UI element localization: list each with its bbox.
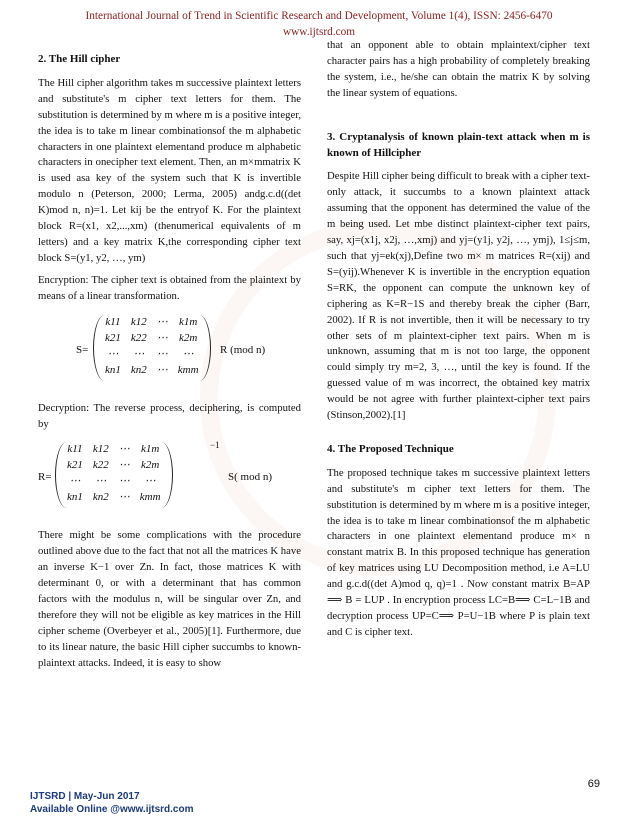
- matrix-entry: ⋯: [118, 443, 130, 456]
- matrix-entry: ⋯: [156, 363, 168, 376]
- section-heading-cryptanalysis: 3. Cryptanalysis of known plain-text attack when m is known of Hillcipher: [327, 130, 590, 159]
- matrix-entry: k21: [105, 331, 121, 344]
- matrix-entry: ⋯: [95, 475, 107, 488]
- matrix-entry: k12: [92, 443, 109, 456]
- matrix-row: [62, 442, 166, 458]
- section-heading-proposed: 4. The Proposed Technique: [327, 442, 454, 455]
- dec-suffix: S( mod n): [228, 471, 272, 484]
- paragraph-complications: There might be some complications with the procedure outlined above due to the fact that not all the matrices K have an inverse K−1 over Zn. In fact, those matrices K with determinant 0, or with a determinant that has common factors with the modulus n, will be singular over Zn, and therefore they will not be eligible as key matrices in the Hill cipher scheme (Overbeyer et al., 2005)[1]. Furthermore, due to its linear nature, the basic Hill cipher succumbs to known-plaintext attacks. Indeed, it is easy to show: [38, 529, 301, 669]
- section-heading-hill-cipher: 2. The Hill cipher: [38, 53, 121, 65]
- matrix-entry: k2m: [141, 459, 160, 472]
- right-column: [327, 38, 590, 647]
- matrix-row: [62, 474, 166, 490]
- journal-header: [0, 8, 638, 40]
- matrix-entry: ⋯: [144, 475, 156, 488]
- paragraph-proposed: The proposed technique takes m successive plaintext letters and substitute's m cipher text letters for them. The substitution is determined by m where m is a positive integer, the idea is to take m linear combinationsof the m alphabetic characters in one plaintext elementand produce m× n constant matrix B. In this proposed technique has generation of key matrices using LU Decomposition method, i.e A=LU and g.c.d((det A)mod q, q)=1 . Now constant matrix B=AP ⟹ B = LUP . In encryption process LC=B⟹ C=L−1B and decryption process UP=C⟹ P=U−1B where P is plain text and C is cipher text.: [327, 466, 590, 638]
- matrix-entry: k2m: [179, 331, 198, 344]
- paragraph-encryption: Encryption: The cipher text is obtained from the plaintext by means of a linear transformation.: [38, 273, 301, 302]
- matrix-entry: kn1: [67, 491, 83, 504]
- matrix-entry: ⋯: [118, 459, 130, 472]
- left-column: [38, 40, 301, 678]
- matrix-entry: k21: [67, 459, 83, 472]
- matrix-row: [100, 363, 204, 379]
- journal-title: International Journal of Trend in Scientific Research and Development, Volume 1(4), ISSN: 2456-6470: [85, 10, 553, 22]
- matrix-entry: k11: [105, 315, 121, 328]
- page-number: 69: [587, 778, 600, 790]
- matrix-entry: ⋯: [107, 347, 119, 360]
- matrix-entry: ⋯: [118, 475, 130, 488]
- paragraph-hill-intro: The Hill cipher algorithm takes m successive plaintext letters and substitute's m cipher text letters for them. The substitution is determined by m where m is a positive integer, the idea is to take m linear combinationsof the m alphabetic characters in one plaintext elementand produce m alphabetic characters in onecipher text element. Then, an m×mmatrix K is used asa key of the system such that K is invertible modulo n (Peterson, 2000; Lerma, 2005) andg.c.d((det K)mod n, n)=1. Let kij be the entryof K. For the plaintext block R=(x1, x2,...,xm) (thenumerical equivalents of m letters) and a key matrix K,the corresponding cipher text block S=(y1, y2, …, ym): [38, 76, 301, 264]
- matrix-row: [100, 331, 204, 347]
- matrix-entry: k12: [130, 315, 147, 328]
- enc-label: S=: [76, 343, 89, 356]
- matrix-entry: kn2: [92, 491, 109, 504]
- matrix-entry: ⋯: [118, 491, 130, 504]
- matrix-entry: kmm: [177, 363, 199, 376]
- matrix-row: [100, 347, 204, 363]
- key-matrix: [93, 315, 211, 381]
- footer-url: Available Online @www.ijtsrd.com: [30, 804, 194, 815]
- matrix-entry: ⋯: [69, 475, 81, 488]
- matrix-entry: ⋯: [156, 331, 168, 344]
- matrix-entry: ⋯: [133, 347, 145, 360]
- matrix-entry: kn1: [105, 363, 121, 376]
- enc-suffix: R (mod n): [220, 343, 266, 356]
- matrix-entry: ⋯: [182, 347, 194, 360]
- inverse-exponent: −1: [210, 440, 220, 451]
- footer-issue: IJTSRD | May-Jun 2017: [30, 791, 140, 802]
- matrix-entry: k1m: [141, 443, 160, 456]
- matrix-entry: k11: [67, 443, 83, 456]
- matrix-entry: ⋯: [156, 347, 168, 360]
- paragraph-continuation: that an opponent able to obtain mplaintext/cipher text character pairs has a high probability of completely breaking the system, i.e., he/she can obtain the matrix K by solving the linear system of equations.: [327, 39, 590, 99]
- matrix-entry: k22: [92, 459, 109, 472]
- encryption-equation: [38, 315, 301, 387]
- matrix-row: [62, 490, 166, 506]
- paragraph-cryptanalysis: Despite Hill cipher being difficult to break with a cipher text-only attack, it succumbs to a known plaintext attack assuming that the opponent has determined the value of the m being used. Let mbe distinct plaintext-cipher text pairs, say, xj=(x1j, x2j, …,xmj) and yj=(y1j, y2j, …, ymj), 1≤j≤m, such that yj=ek(xj),Define two m× m matrices R=(xij) and S=(yij).Whenever K is invertible in the encryption equation S=RK, the opponent can compute the unknown key of ciphering as K=R−1S and thereby break the cipher (Barr, 2002). If R is not invertible, then it will be necessary to try other sets of m plaintext-cipher text pairs. When m is unknown, assuming that m is not too large, the opponent could simply try m=2, 3, …, until the key is found. If the guessed value of m was incorrect, the obtained key matrix would be not agree with further plaintext-cipher text pairs (Stinson,2002).[1]: [327, 170, 590, 422]
- matrix-entry: kmm: [139, 491, 161, 504]
- matrix-entry: ⋯: [156, 315, 168, 328]
- matrix-row: [62, 458, 166, 474]
- dec-label: R=: [38, 471, 52, 484]
- matrix-row: [100, 315, 204, 331]
- journal-url: www.ijtsrd.com: [282, 26, 356, 38]
- paragraph-decryption: Decryption: The reverse process, deciphering, is computed by: [38, 401, 301, 430]
- matrix-entry: k22: [130, 331, 147, 344]
- matrix-entry: k1m: [179, 315, 198, 328]
- page-footer: [30, 790, 194, 816]
- inverse-key-matrix: [55, 442, 173, 508]
- matrix-entry: kn2: [130, 363, 147, 376]
- decryption-equation: [38, 442, 301, 514]
